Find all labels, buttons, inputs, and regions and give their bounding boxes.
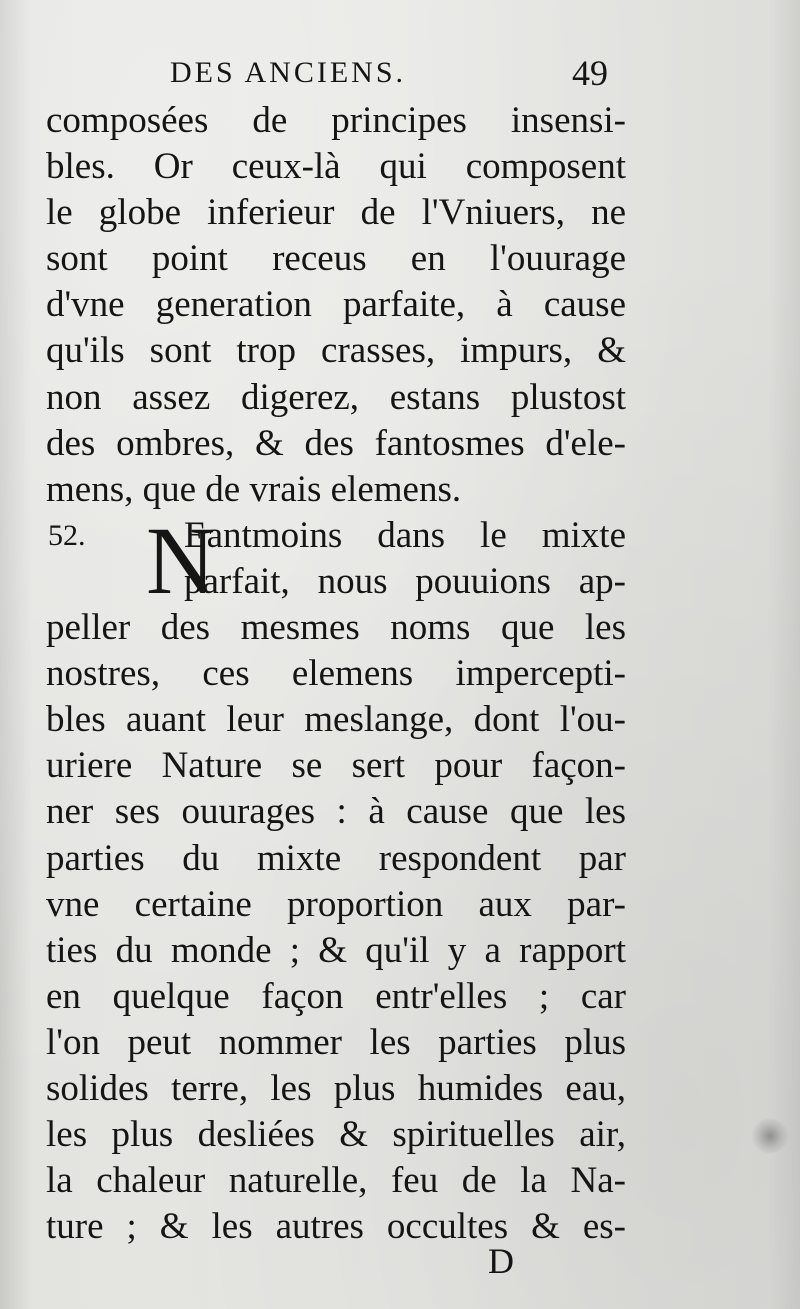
text-line: bles. Or ceux-là qui composent — [46, 146, 626, 188]
paragraph-2 — [46, 506, 626, 1251]
drop-cap: N — [146, 506, 216, 614]
running-head: DES ANCIENS. — [170, 56, 407, 89]
text-line: vne certaine proportion aux par- — [46, 883, 626, 925]
text-line: non assez digerez, estans plustost — [46, 376, 626, 418]
text-line: en quelque façon entr'elles ; car — [46, 975, 626, 1017]
text-line: ties du monde ; & qu'il y a rapport — [46, 929, 626, 971]
text-line: la chaleur naturelle, feu de la Na- — [46, 1160, 626, 1202]
text-line: qu'ils sont trop crasses, impurs, & — [46, 330, 626, 372]
page-header — [0, 50, 800, 100]
text-line: le globe inferieur de l'Vniuers, ne — [46, 192, 626, 234]
text-line: solides terre, les plus humides eau, — [46, 1067, 626, 1109]
paragraph-1 — [46, 98, 626, 513]
text-line: Eantmoins dans le mixte — [184, 514, 626, 556]
text-line: d'vne generation parfaite, à cause — [46, 284, 626, 326]
text-line: les plus desliées & spirituelles air, — [46, 1114, 626, 1156]
signature-mark: D — [488, 1241, 514, 1281]
text-line: l'on peut nommer les parties plus — [46, 1021, 626, 1063]
text-line: nostres, ces elemens impercepti- — [46, 653, 626, 695]
text-line: ture ; & les autres occultes & es- — [46, 1206, 626, 1248]
text-line: mens, que de vrais elemens. — [46, 468, 462, 510]
text-line: sont point receus en l'ouurage — [46, 238, 626, 280]
text-line: uriere Nature se sert pour façon- — [46, 745, 626, 787]
text-line: parties du mixte respondent par — [46, 837, 626, 879]
body-text — [46, 98, 626, 1250]
paragraph-number: 52. — [48, 518, 86, 552]
text-line: des ombres, & des fantosmes d'ele- — [46, 422, 626, 464]
page-number: 49 — [572, 53, 608, 93]
text-line: bles auant leur meslange, dont l'ou- — [46, 699, 626, 741]
text-line: parfait, nous pouuions ap- — [184, 560, 626, 602]
text-line: ner ses ouurages : à cause que les — [46, 791, 626, 833]
text-line: peller des mesmes noms que les — [46, 607, 626, 649]
ink-stain — [752, 1118, 788, 1154]
text-line: composées de principes insensi- — [46, 100, 626, 141]
